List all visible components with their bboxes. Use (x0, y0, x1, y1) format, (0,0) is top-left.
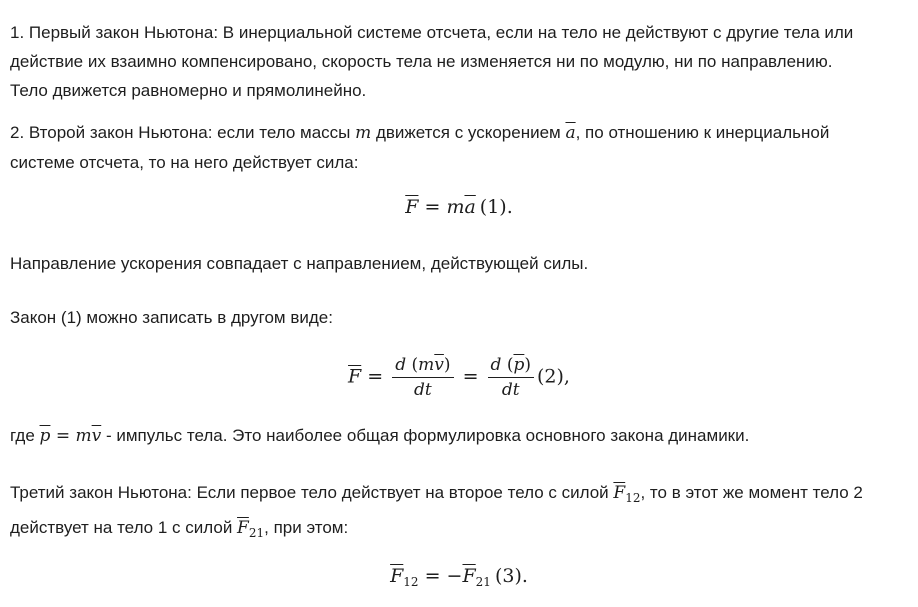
momentum-text-a: где (10, 426, 40, 445)
momentum-text-b: - импульс тела. Это наиболее общая формулировка основного закона динамики. (101, 426, 750, 445)
acceleration-symbol: $\overline{a}$ (565, 123, 576, 143)
eq3-equals-minus: = − (418, 565, 463, 587)
first-law-line-1: 1. Первый закон Ньютона: В инерциальной системе отсчета, если на тело не действуют с другие тела или (10, 23, 854, 42)
eq3-subscript-12: 12 (403, 575, 419, 589)
eq2-force: $\overline{F}$ (348, 365, 362, 388)
eq1-label: (1). (479, 196, 513, 218)
mass-symbol: m (355, 123, 372, 143)
eq2-equals-2: = (456, 365, 485, 388)
eq2-numerator-1 (392, 355, 453, 378)
eq3-force-21: $\overline{F}$ (462, 565, 476, 587)
equation-2 (10, 355, 908, 400)
second-law-text-a: 2. Второй закон Ньютона: если тело массы (10, 123, 356, 142)
eq1-force: $\overline{F}$ (405, 196, 419, 218)
direction-text: Направление ускорения совпадает с направлением, действующей силы. (10, 254, 589, 273)
third-law-text-c: действует на тело 1 с силой (10, 518, 238, 537)
second-law-text-c: , по отношению к инерциальной (575, 123, 830, 142)
eq2-momentum: $\overline{p}$ (513, 355, 525, 375)
direction-paragraph (10, 249, 900, 278)
momentum-mass: m (75, 426, 92, 446)
momentum-paragraph (10, 421, 900, 451)
eq2-velocity: $\overline{v}$ (434, 355, 444, 375)
other-form-paragraph (10, 303, 900, 332)
third-law-text-d: , при этом: (264, 518, 349, 537)
third-law-text-a: Третий закон Ньютона: Если первое тело действует на второе тело с силой (10, 483, 614, 502)
eq2-denominator-2: dt (501, 380, 520, 400)
eq2-fraction-1 (392, 355, 453, 400)
second-law-text-b: движется с ускорением (371, 123, 566, 142)
eq2-denominator-1: dt (414, 380, 432, 400)
momentum-symbol: $\overline{p}$ (39, 426, 51, 446)
momentum-velocity: $\overline{v}$ (91, 426, 102, 446)
force-12-subscript: 12 (625, 491, 641, 505)
first-law-paragraph (10, 18, 900, 105)
eq2-open-1: ( (406, 355, 419, 375)
eq1-equals: = (418, 196, 447, 218)
eq2-fraction-2 (488, 355, 534, 400)
eq2-close-1: ) (443, 355, 451, 375)
other-form-text: Закон (1) можно записать в другом виде: (10, 308, 333, 327)
eq2-d-2: d (490, 355, 502, 375)
eq1-mass: m (446, 196, 465, 218)
force-12-symbol: $\overline{F}$ (613, 483, 626, 503)
second-law-line-2: системе отсчета, то на него действует сила: (10, 153, 359, 172)
eq1-acceleration: $\overline{a}$ (464, 196, 476, 218)
eq2-d-1: d (395, 355, 407, 375)
first-law-line-3: Тело движется равномерно и прямолинейно. (10, 81, 367, 100)
third-law-text-b: , то в этот же момент тело 2 (640, 483, 863, 502)
eq3-label: (3). (494, 565, 528, 587)
eq2-close-2: ) (524, 355, 531, 375)
equation-3 (10, 565, 908, 589)
second-law-paragraph (10, 118, 900, 177)
eq2-label: (2), (537, 365, 570, 388)
force-21-subscript: 21 (248, 526, 265, 540)
force-21-symbol: $\overline{F}$ (237, 518, 249, 538)
momentum-equals: = (50, 426, 76, 446)
eq2-numerator-2 (488, 355, 534, 378)
equation-1 (10, 196, 908, 218)
eq2-equals-1: = (361, 365, 390, 388)
eq3-subscript-21: 21 (475, 575, 491, 589)
first-law-line-2: действие их взаимно компенсировано, скорость тела не изменяется ни по модулю, ни по направлению. (10, 52, 833, 71)
eq3-force-12: $\overline{F}$ (390, 565, 404, 587)
eq2-open-2: ( (501, 355, 514, 375)
eq2-mass: m (418, 355, 435, 375)
third-law-paragraph (10, 478, 900, 548)
